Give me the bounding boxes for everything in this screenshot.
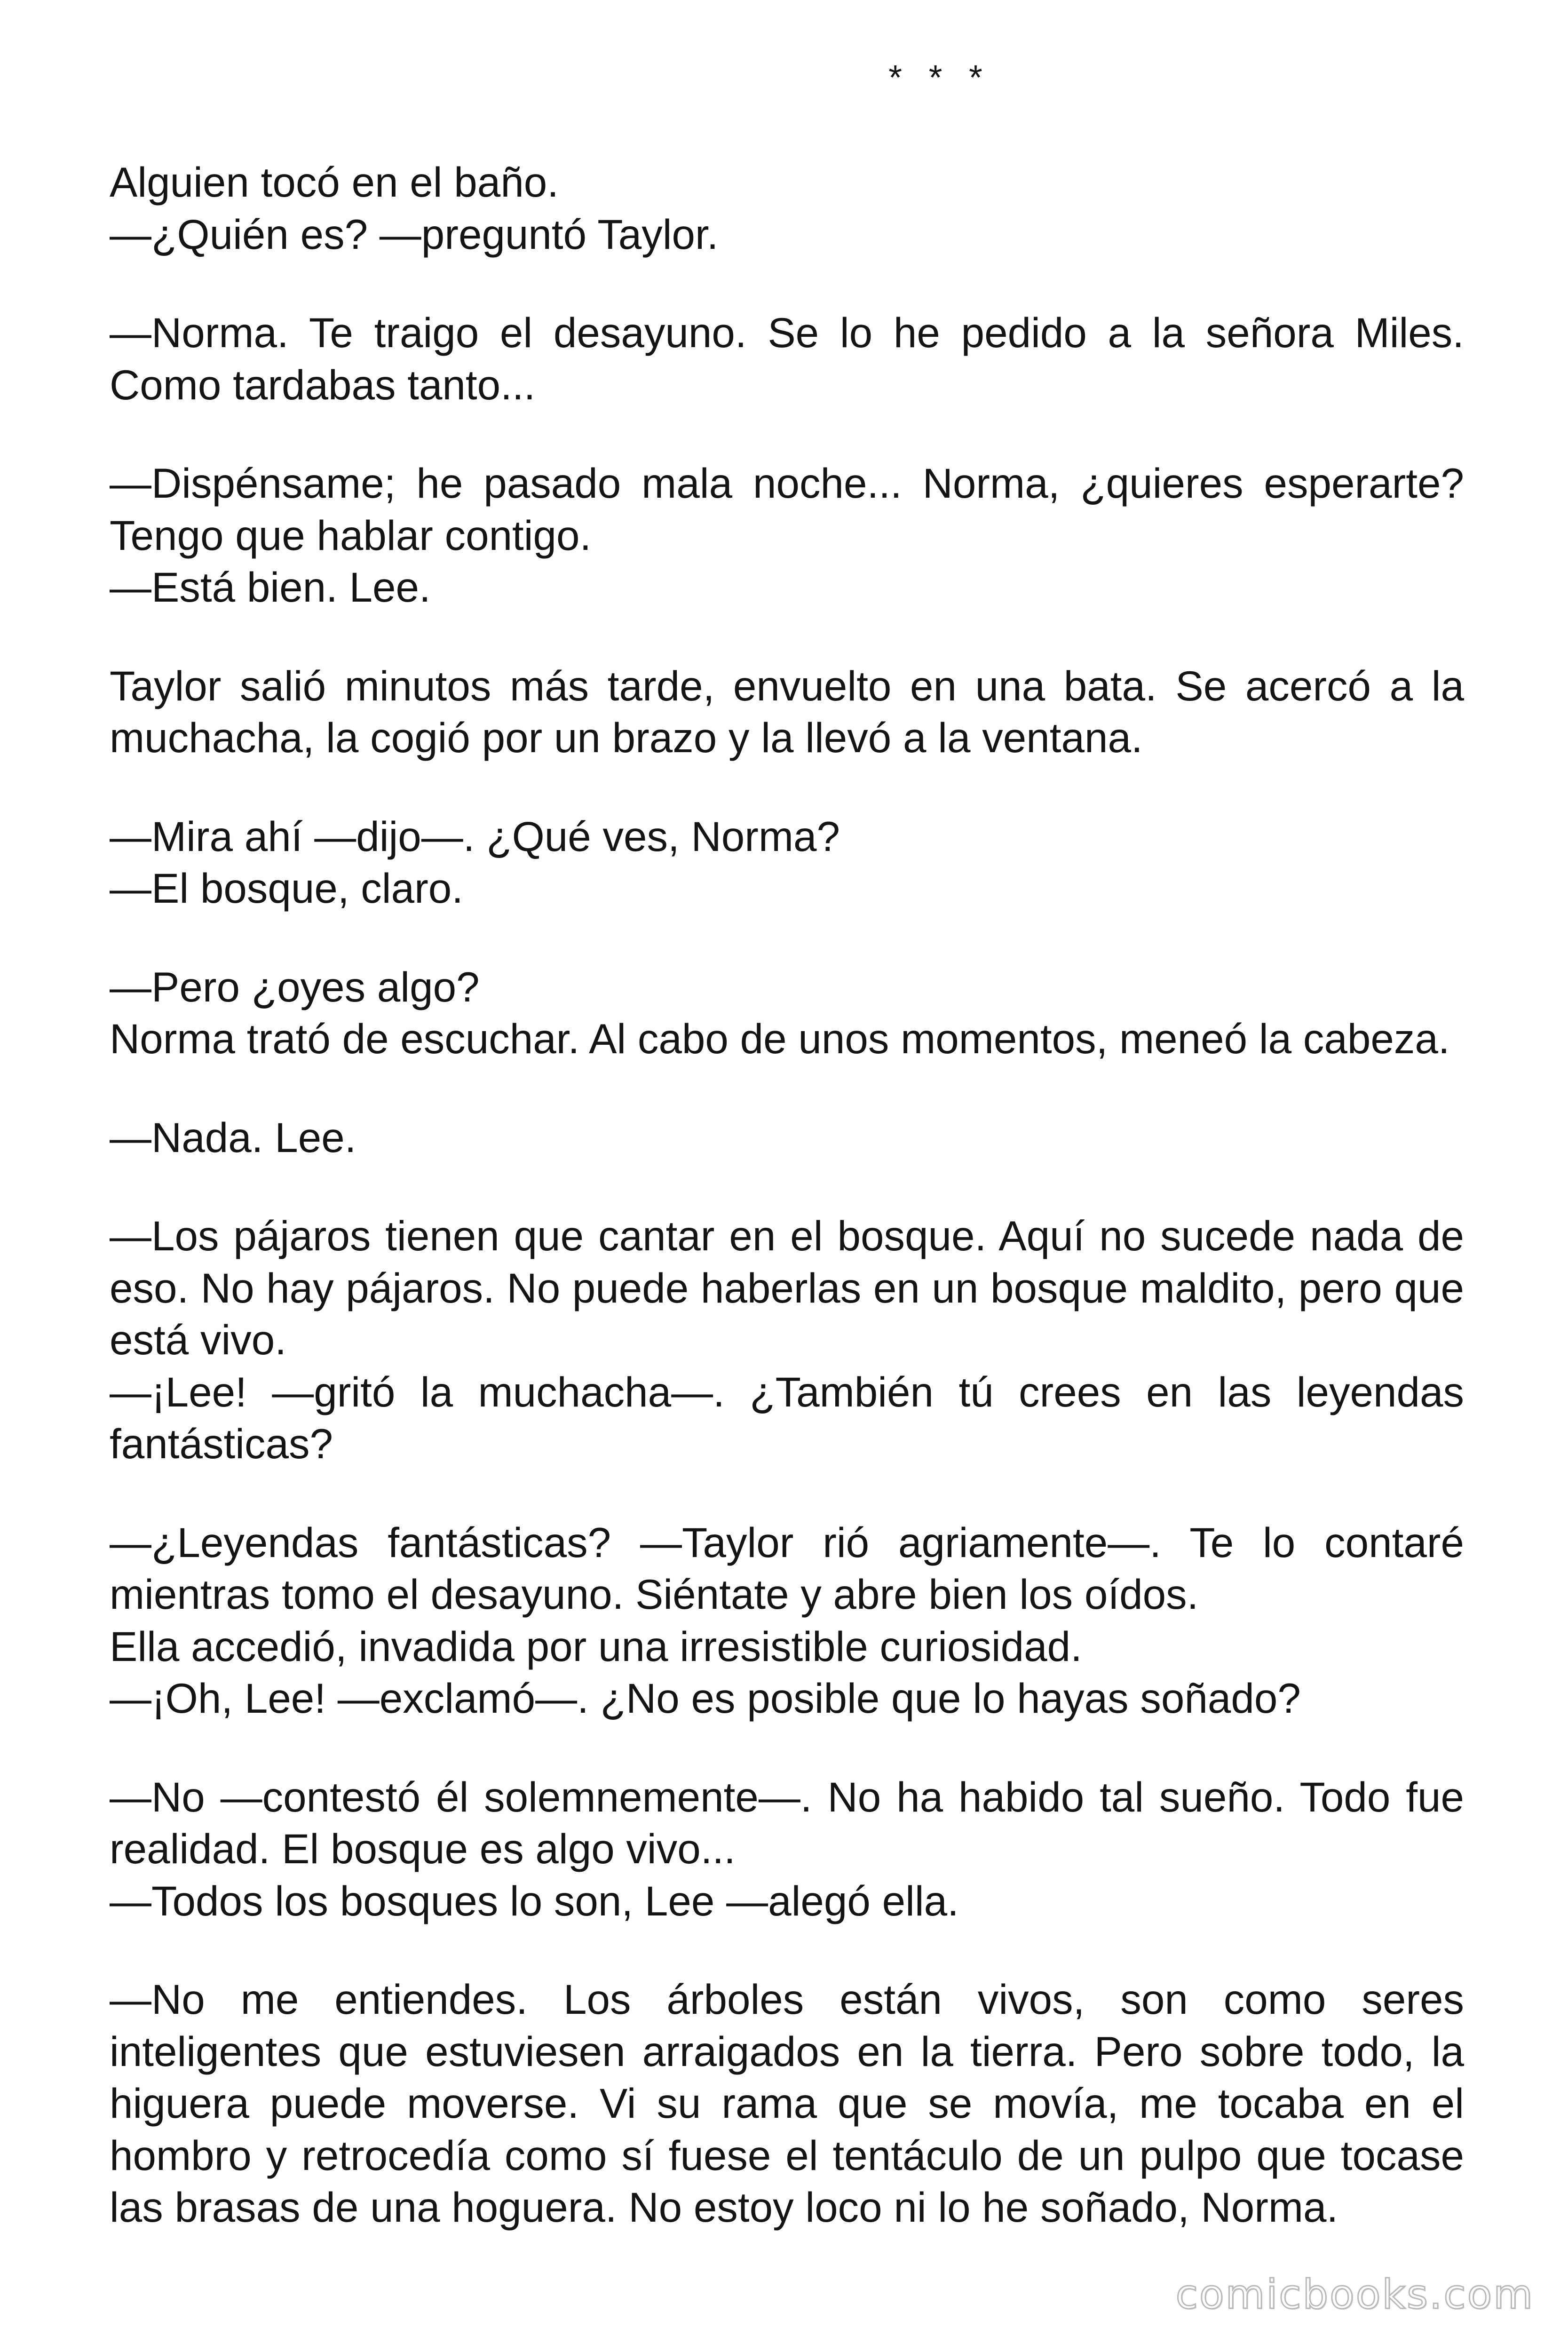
paragraph: —Está bien. Lee. (110, 564, 431, 611)
scene-separator: * * * (888, 58, 991, 97)
paragraph: —El bosque, claro. (110, 865, 463, 912)
paragraph: —Norma. Te traigo el desayuno. Se lo he pedido a la señora Miles. Como tardabas tanto... (110, 309, 1464, 408)
paragraph: —¿Leyendas fantásticas? —Taylor rió agriamente—. Te lo contaré mientras tomo el desayuno. Siéntate y abre bien los oídos. (110, 1518, 1464, 1618)
paragraph: —¡Oh, Lee! —exclamó—. ¿No es posible que lo hayas soñado? (110, 1675, 1301, 1722)
paragraph: Alguien tocó en el baño. (110, 159, 559, 206)
paragraph: Ella accedió, invadida por una irresistible curiosidad. (110, 1622, 1082, 1670)
paragraph: Taylor salió minutos más tarde, envuelto en una bata. Se acercó a la muchacha, la cogió por un brazo y la llevó a la ventana. (110, 662, 1464, 761)
paragraph: —Mira ahí —dijo—. ¿Qué ves, Norma? (110, 812, 840, 860)
paragraph: —Pero ¿oyes algo? (110, 963, 480, 1010)
paragraph: —¿Quién es? —preguntó Taylor. (110, 210, 719, 258)
document-page (110, 0, 1464, 2352)
paragraph: —No —contestó él solemnemente—. No ha habido tal sueño. Todo fue realidad. El bosque es algo vivo... (110, 1773, 1464, 1872)
paragraph: —¡Lee! —gritó la muchacha—. ¿También tú crees en las leyendas fantásticas? (110, 1368, 1464, 1467)
body-text (110, 156, 1464, 2233)
paragraph: —Dispénsame; he pasado mala noche... Norma, ¿quieres esperarte? Tengo que hablar contigo. (110, 460, 1464, 559)
paragraph: —No me entiendes. Los árboles están vivos, son como seres inteligentes que estuviesen arraigados en la tierra. Pero sobre todo, la higuera puede moverse. Vi su rama que se movía, me tocaba en el hombro y retrocedía como sí fuese el tentáculo de un pulpo que tocase las brasas de una hoguera. No estoy loco ni lo he soñado, Norma. (110, 1976, 1464, 2231)
paragraph: —Todos los bosques lo son, Lee —alegó ella. (110, 1877, 959, 1924)
paragraph: —Los pájaros tienen que cantar en el bosque. Aquí no sucede nada de eso. No hay pájaros. No puede haberlas en un bosque maldito, pero que está vivo. (110, 1212, 1464, 1363)
paragraph: Norma trató de escuchar. Al cabo de unos momentos, meneó la cabeza. (110, 1015, 1450, 1062)
watermark-logo: comicbooks.com (1175, 2271, 1534, 2318)
paragraph: —Nada. Lee. (110, 1113, 356, 1161)
